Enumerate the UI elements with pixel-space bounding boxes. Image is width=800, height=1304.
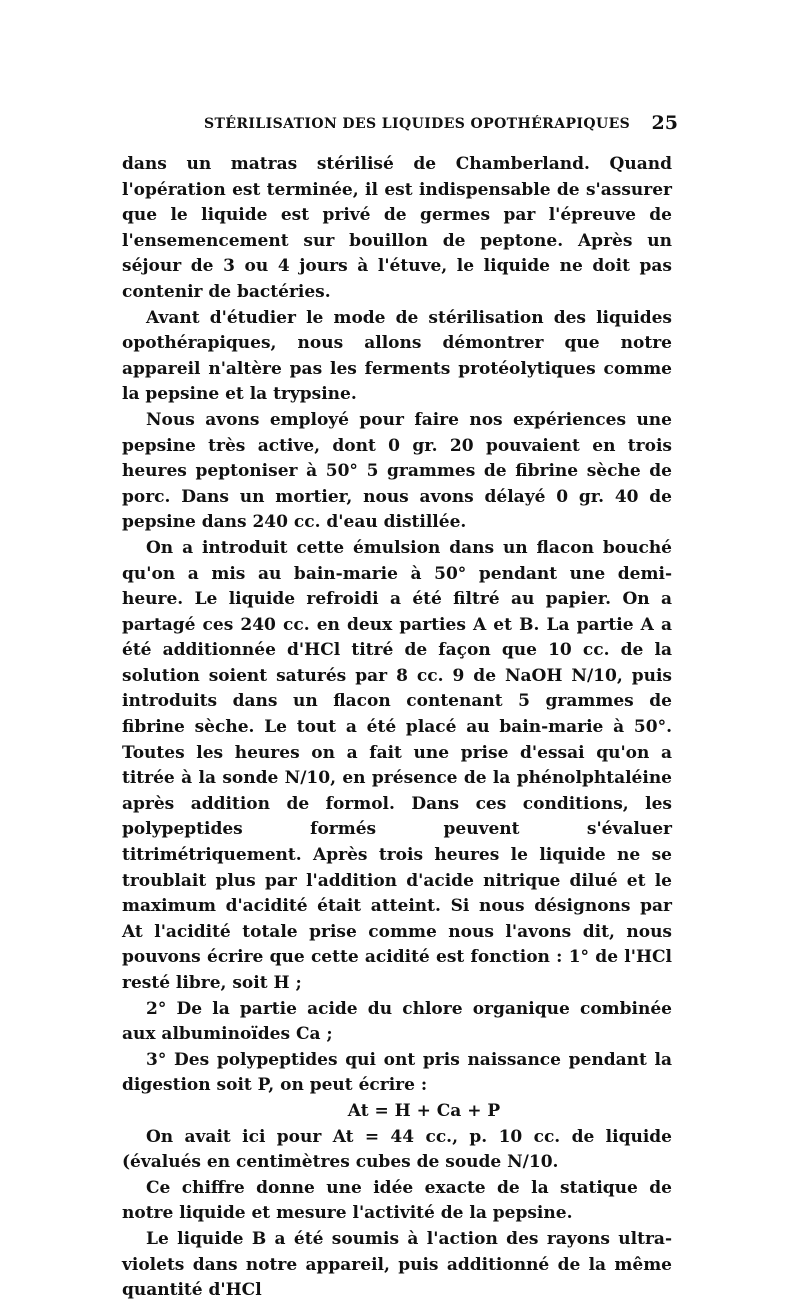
paragraph-9: Le liquide B a été soumis à l'action des rayons ultra-violets dans notre appareil, puis additionné de la même quantité d'HCl xyxy=(122,1228,672,1301)
body-text xyxy=(122,152,672,1304)
page-number: 25 xyxy=(651,112,678,134)
page-header xyxy=(120,112,680,140)
paragraph-5: 2° De la partie acide du chlore organique combinée aux albuminoïdes Ca ; xyxy=(122,998,672,1045)
paragraph-8: Ce chiffre donne une idée exacte de la statique de notre liquide et mesure l'activité de la pepsine. xyxy=(122,1177,672,1224)
paragraph-2: Avant d'étudier le mode de stérilisation des liquides opothérapiques, nous allons démontrer que notre appareil n'altère pas les ferments protéolytiques comme la pepsine et la trypsine. xyxy=(122,307,672,405)
paragraph-1: dans un matras stérilisé de Chamberland. Quand l'opération est terminée, il est indispensable de s'assurer que le liquide est privé de germes par l'épreuve de l'ensemencement sur bouillon de peptone. Après un séjour de 3 ou 4 jours à l'étuve, le liquide ne doit pas contenir de bactéries. xyxy=(122,154,672,302)
running-title: STÉRILISATION DES LIQUIDES OPOTHÉRAPIQUES xyxy=(204,116,631,132)
paragraph-4: On a introduit cette émulsion dans un flacon bouché qu'on a mis au bain-marie à 50° pendant une demi-heure. Le liquide refroidi a été filtré au papier. On a partagé ces 240 cc. en deux parties A et B. La partie A a été additionnée d'HCl titré de façon que 10 cc. de la solution soient saturés par 8 cc. 9 de NaOH N/10, puis introduits dans un flacon contenant 5 grammes de fibrine sèche. Le tout a été placé au bain-marie à 50°. Toutes les heures on a fait une prise d'essai qu'on a titrée à la sonde N/10, en présence de la phénolphtaléine après addition de formol. Dans ces conditions, les polypeptides formés peuvent s'évaluer titrimétriquement. Après trois heures le liquide ne se troublait plus par l'addition d'acide nitrique dilué et le maximum d'acidité était atteint. Si nous désignons par At l'acidité totale prise comme nous l'avons dit, nous pouvons écrire que cette acidité est fonction : 1° de l'HCl resté libre, soit H ; xyxy=(122,537,672,993)
paragraph-7: On avait ici pour At = 44 cc., p. 10 cc. de liquide (évalués en centimètres cubes de soude N/10. xyxy=(122,1126,672,1173)
equation: At = H + Ca + P xyxy=(347,1100,501,1121)
paragraph-3: Nous avons employé pour faire nos expériences une pepsine très active, dont 0 gr. 20 pouvaient en trois heures peptoniser à 50° 5 grammes de fibrine sèche de porc. Dans un mortier, nous avons délayé 0 gr. 40 de pepsine dans 240 cc. d'eau distillée. xyxy=(122,409,672,533)
paragraph-6: 3° Des polypeptides qui ont pris naissance pendant la digestion soit P, on peut écrire : xyxy=(122,1049,672,1096)
